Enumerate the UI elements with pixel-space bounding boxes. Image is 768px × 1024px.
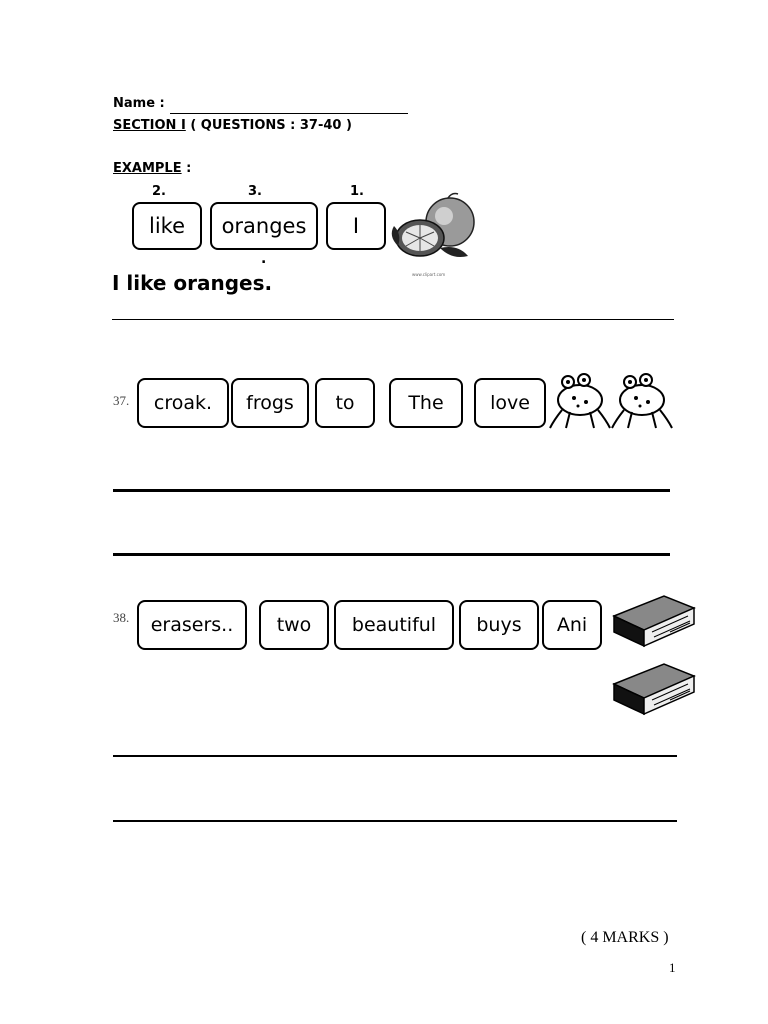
q37-word-croak: croak. (137, 378, 229, 428)
q37-word-frogs: frogs (231, 378, 309, 428)
q38-answer-line-2[interactable] (113, 820, 677, 822)
section-heading (113, 118, 352, 133)
example-dot: . (261, 251, 267, 267)
oranges-caption: www.clipart.com (412, 272, 446, 277)
q37-word-to: to (315, 378, 375, 428)
q37-answer-line-1[interactable] (113, 489, 670, 492)
example-label: EXAMPLE (113, 161, 182, 176)
example-heading (113, 161, 191, 176)
q37-word-love: love (474, 378, 546, 428)
q38-word-two: two (259, 600, 329, 650)
example-order-2: 3. (248, 184, 262, 199)
example-answer: I like oranges. (112, 271, 273, 295)
example-word-like: like (132, 202, 202, 250)
question-37-number: 37. (113, 393, 130, 408)
section-label: SECTION I (113, 118, 186, 133)
q38-word-erasers: erasers.. (137, 600, 247, 650)
q38-word-ani: Ani (542, 600, 602, 650)
example-order-1: 2. (152, 184, 166, 199)
marks-label: ( 4 MARKS ) (581, 929, 669, 946)
q37-answer-line-2[interactable] (113, 553, 670, 556)
question-38-number: 38. (113, 610, 130, 625)
q38-word-buys: buys (459, 600, 539, 650)
name-line[interactable] (170, 113, 408, 114)
erasers-picture (608, 586, 700, 726)
example-underline (112, 319, 674, 320)
example-order-3: 1. (350, 184, 364, 199)
section-questions: ( QUESTIONS : 37-40 ) (185, 118, 352, 133)
oranges-picture (388, 186, 488, 278)
example-word-i: I (326, 202, 386, 250)
example-colon: : (181, 161, 192, 176)
q38-answer-line-1[interactable] (113, 755, 677, 757)
q37-word-the: The (389, 378, 463, 428)
frogs-picture (548, 366, 676, 434)
name-label: Name : (113, 96, 165, 111)
example-word-oranges: oranges (210, 202, 318, 250)
q38-word-beautiful: beautiful (334, 600, 454, 650)
page-number: 1 (669, 960, 676, 975)
